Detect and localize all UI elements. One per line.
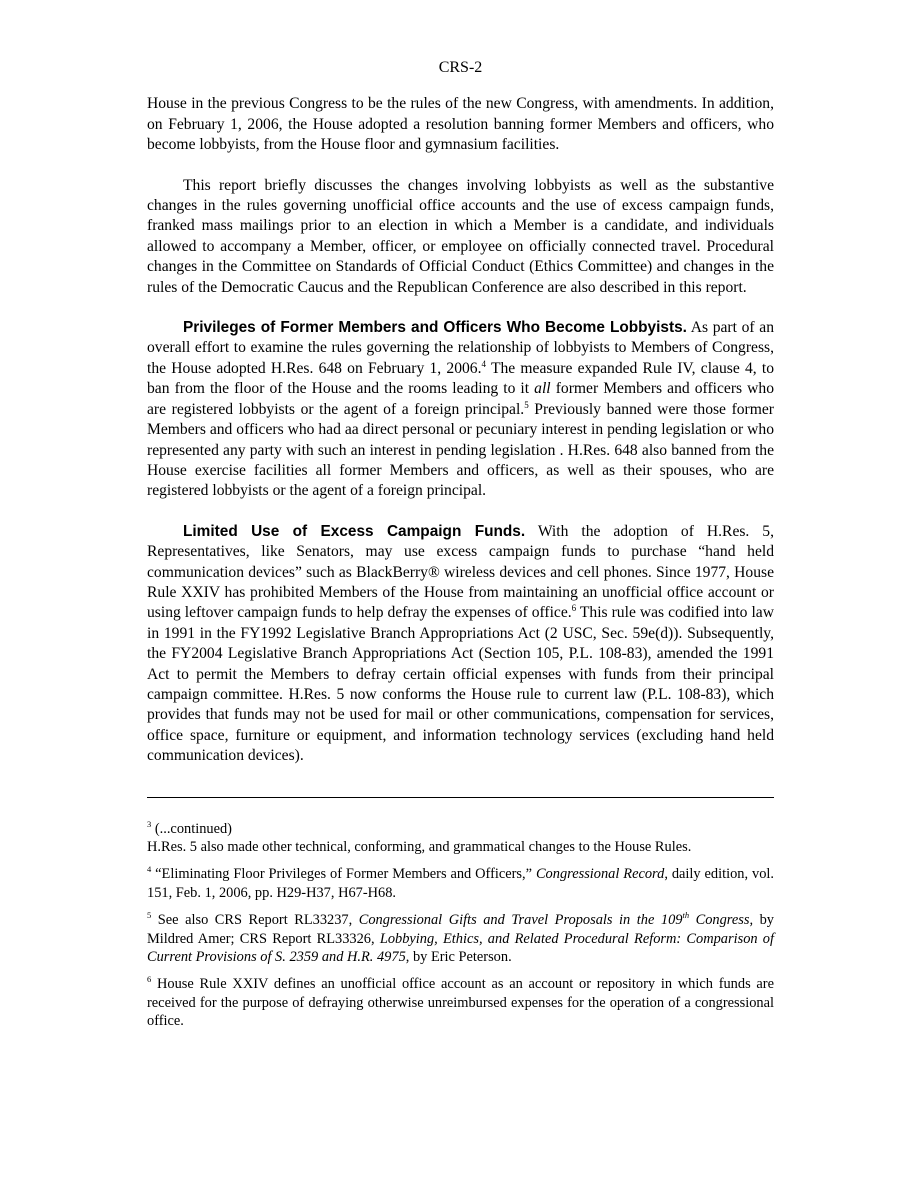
footnote-text: See also CRS Report RL33237, [151,912,359,929]
footnote-5 [147,911,774,966]
footnote-citation-title [359,912,753,928]
footnote-text: House Rule XXIV defines an unofficial office account as an account or repository in which funds are received for the purpose of defraying otherwise unreimbursed expenses for the operation of a congressional office. [147,976,774,1030]
section-text: This rule was codified into law in 1991 in the FY1992 Legislative Branch Appropriations Act (2 USC, Sec. 59e(d)). Subsequently, the FY2004 Legislative Branch Appropriations Act (Section 105, P.L. 108-83), amended the 1991 Act to permit the Members to defray certain official expenses with funds from their principal campaign committee. H.Res. 5 now conforms the House rule to current law (P.L. 108-83), which provides that funds may not be used for mail or other communications, compensation for services, office space, furniture or equipment, and information technology services (excluding hand held communication devices). [147,604,774,765]
footnote-number: 3 [147,818,152,829]
emphasis-text: all [534,380,551,398]
section-heading: Privileges of Former Members and Officers Who Become Lobbyists. [183,319,687,337]
footnote-ref[interactable]: 6 [571,603,577,614]
footnote-number: 6 [147,974,152,985]
footnote-citation-title-part: Congressional Gifts and Travel Proposals in the 109 [358,912,683,929]
footnote-3 [147,820,774,857]
paragraph-overview: This report briefly discusses the changes involving lobbyists as well as the substantive changes in the rules governing unofficial office accounts and the use of excess campaign funds, franked mass mailings prior to an election in which a Member is a candidate, and individuals allowed to accompany a Member, officer, or employee on officially connected travel. Procedural changes in the Committee on Standards of Official Conduct (Ethics Committee) and changes in the rules of the Democratic Caucus and the Republican Conference are also described in this report. [147,176,774,296]
document-page [147,0,774,1040]
ordinal-suffix: th [682,910,690,921]
footnote-4 [147,865,774,902]
section-heading: Limited Use of Excess Campaign Funds. [183,522,526,540]
footnote-text: , daily edition, vol. 151, Feb. 1, 2006, pp. H29-H37, H67-H68. [147,866,775,901]
footnote-ref[interactable]: 4 [481,358,487,369]
page-header: CRS-2 [438,59,483,76]
footnote-divider [147,797,774,798]
footnote-text: , by Eric Peterson. [405,949,512,966]
section-text: With the adoption of H.Res. 5, Representatives, like Senators, may use excess campaign funds to purchase “hand held communication devices” such as BlackBerry® wireless devices and cell phones. Since 1977, House Rule XXIV has prohibited Members of the House from maintaining an unofficial office account or using leftover campaign funds to help defray the expenses of office. [147,522,774,622]
footnote-6 [147,975,774,1030]
footnote-citation-title: Congressional Record [535,866,665,883]
footnote-number: 4 [147,864,152,875]
section-text: former Members and officers who are registered lobbyists or the agent of a foreign principal. [147,380,774,418]
footnote-text: by Mildred Amer; CRS Report RL33326, [147,912,775,947]
footnote-number: 5 [147,910,152,921]
footnote-text: H.Res. 5 also made other technical, conforming, and grammatical changes to the House Rules. [147,839,692,855]
section-text: The measure expanded Rule IV, clause 4, to ban from the floor of the House and the rooms leading to it [147,359,774,398]
paragraph-intro: House in the previous Congress to be the rules of the new Congress, with amendments. In addition, on February 1, 2006, the House adopted a resolution banning former Members and officers, who become lobbyists, from the House floor and gymnasium facilities. [147,95,774,154]
section-former-members [147,318,774,502]
footnote-ref[interactable]: 5 [524,399,529,410]
section-campaign-funds [147,522,774,767]
footnote-text: “Eliminating Floor Privileges of Former Members and Officers,” [151,866,536,883]
footnote-citation-title: Lobbying, Ethics, and Related Procedural Reform: Comparison of Current Provisions of S. 2359 and H.R. 4975 [147,930,775,966]
section-text: As part of an overall effort to examine the rules governing the relationship of lobbyists to Members of Congress, the House adopted H.Res. 648 on February 1, 2006. [147,319,774,377]
footnote-citation-title-part: Congress, [689,912,754,929]
footnote-text: (...continued) [151,820,232,837]
section-text: Previously banned were those former Members and officers who had aa direct personal or pecuniary interest in pending legislation or who represented any party with such an interest in pending legislation . H.Res. 648 also banned from the House exercise facilities all former Members and officers, as well as their spouses, who are registered lobbyists or the agent of a foreign principal. [147,400,774,500]
